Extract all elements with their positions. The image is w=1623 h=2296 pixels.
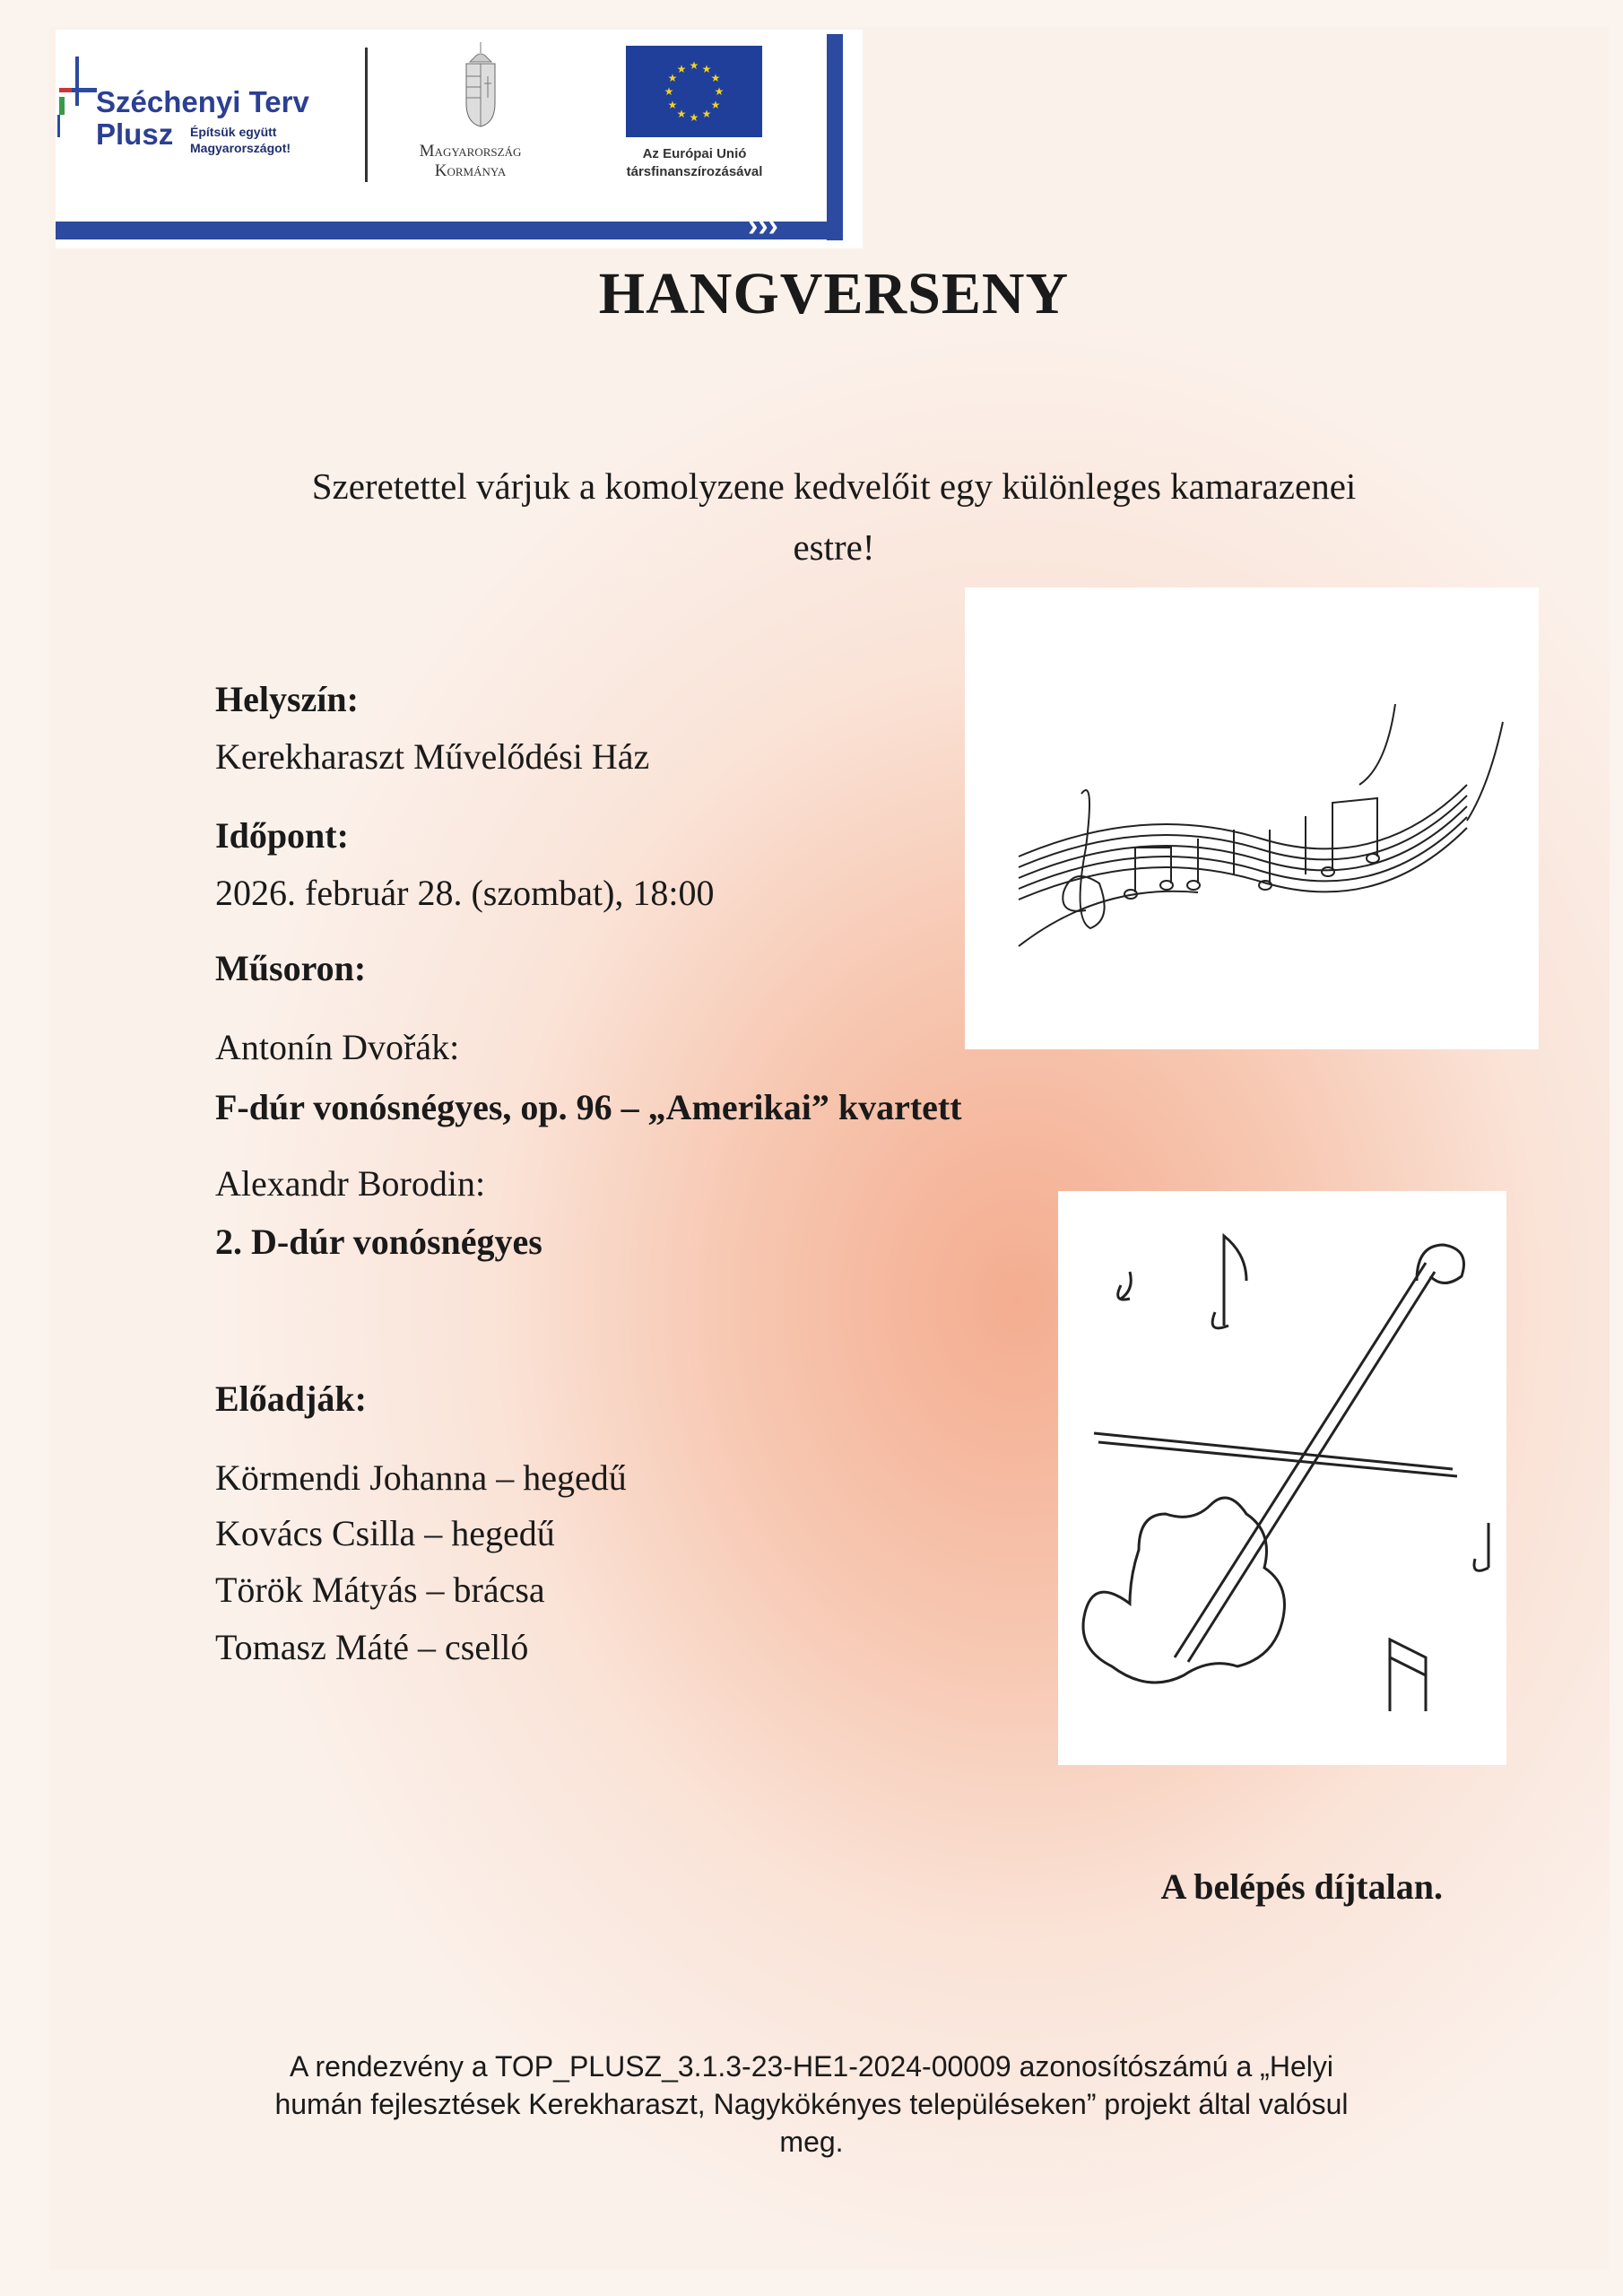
gov-line-2: Kormánya [434,161,507,180]
svg-text:★: ★ [667,99,678,111]
program-work-2: 2. D-dúr vonósnégyes [215,1222,542,1262]
eu-line-2: társfinanszírozásával [626,164,763,179]
eu-line-1: Az Európai Unió [642,146,747,161]
svg-text:★: ★ [689,59,699,72]
violin-illustration [1058,1191,1506,1765]
hungarian-coat-of-arms-icon [461,40,500,130]
page-title: HANGVERSENY [598,261,1070,326]
szechenyi-slogan-1: Építsük együtt [190,125,277,139]
funding-header [56,30,863,248]
svg-text:★: ★ [710,99,721,111]
performer-1: Körmendi Johanna – hegedű [215,1457,627,1498]
footer-line-1: A rendezvény a TOP_PLUSZ_3.1.3-23-HE1-2024-00009 azonosítószámú a „Helyi [290,2050,1333,2083]
svg-text:★: ★ [714,85,725,98]
program-composer-1: Antonín Dvořák: [215,1027,460,1067]
program-composer-2: Alexandr Borodin: [215,1163,486,1204]
program-work-1: F-dúr vonósnégyes, op. 96 – „Amerikai” kvartett [215,1087,962,1127]
venue-label: Helyszín: [215,679,359,719]
poster-background [49,27,1610,2269]
svg-text:★: ★ [710,72,721,84]
svg-text:★: ★ [676,63,687,75]
violin-icon [1058,1191,1506,1765]
chevrons-icon: ››› [748,209,778,243]
footer-line-2: humán fejlesztések Kerekharaszt, Nagykökényes településeken” projekt által valósul [274,2088,1349,2120]
music-notes-icon [965,587,1539,1049]
program-label: Műsoron: [215,948,367,988]
music-staff-illustration [965,587,1539,1049]
blue-vertical-bar [827,34,843,240]
intro-line-2: estre! [793,526,875,568]
admission-note: A belépés díjtalan. [1160,1866,1443,1907]
svg-text:★: ★ [667,72,678,84]
intro-line-1: Szeretettel várjuk a komolyzene kedvelőit egy különleges kamarazenei [311,465,1357,507]
performers-label: Előadják: [215,1378,367,1419]
szechenyi-plusz: Plusz [96,117,174,151]
divider [365,48,368,182]
venue-value: Kerekharaszt Művelődési Ház [215,736,650,777]
svg-text:★: ★ [689,111,699,124]
gov-line-1: Magyarország [419,142,522,161]
szechenyi-slogan-2: Magyarországot! [190,141,291,155]
performer-2: Kovács Csilla – hegedű [215,1513,555,1553]
szechenyi-title: Széchenyi Terv [96,85,309,118]
footer-line-3: meg. [779,2126,844,2158]
szechenyi-cross-icon [56,52,100,151]
eu-flag-icon [626,46,762,137]
performer-4: Tomasz Máté – cselló [215,1627,529,1667]
svg-text:★: ★ [701,108,712,120]
svg-text:★: ★ [664,85,674,98]
svg-text:★: ★ [701,63,712,75]
time-value: 2026. február 28. (szombat), 18:00 [215,873,715,913]
svg-text:★: ★ [676,108,687,120]
blue-horizontal-bar [56,222,836,239]
time-label: Időpont: [215,815,349,856]
performer-3: Török Mátyás – brácsa [215,1570,545,1610]
